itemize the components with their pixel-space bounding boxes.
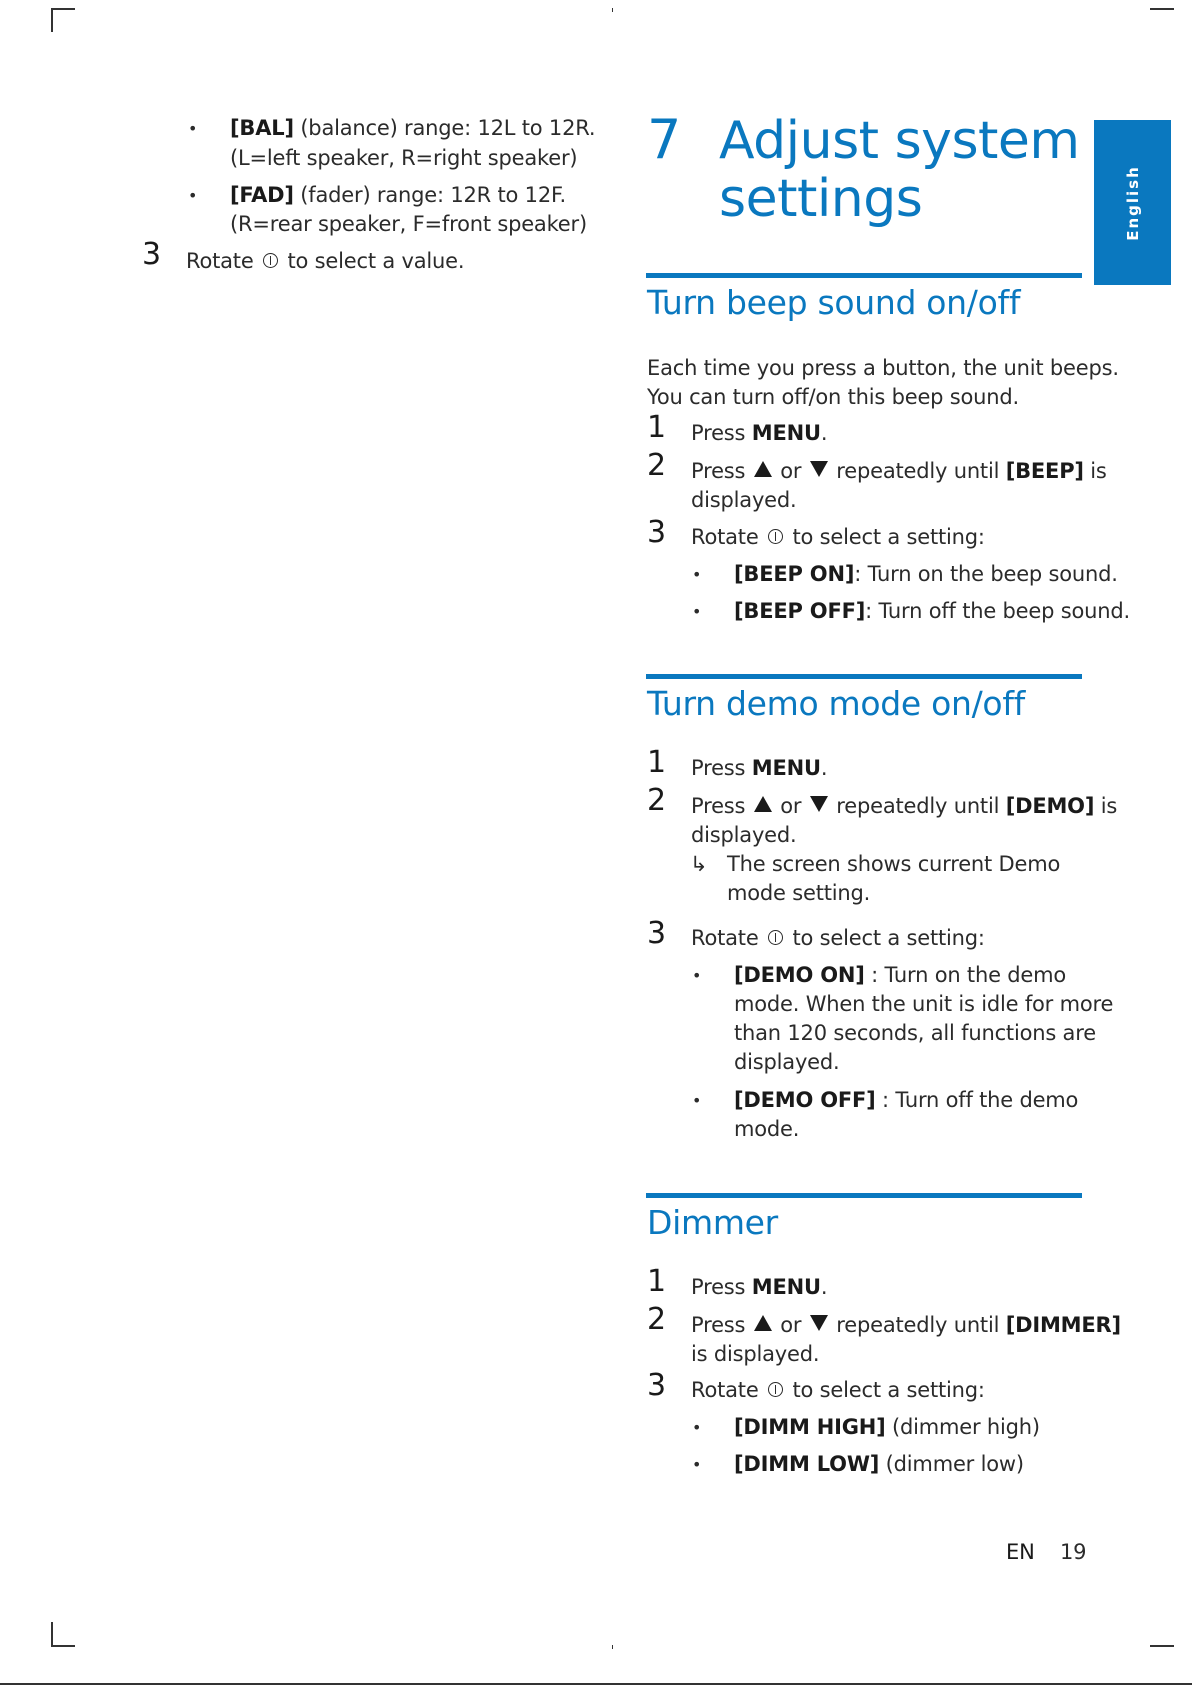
down-arrow-icon (810, 1315, 828, 1331)
step-text: is (1083, 459, 1107, 483)
step-text: or (773, 459, 808, 483)
beep-step1 (691, 418, 827, 448)
bal-line2: (L=left speaker, R=right speaker) (230, 146, 578, 170)
demo-result-line2: mode setting. (727, 881, 871, 905)
demo-option-on-line4: displayed. (734, 1050, 840, 1074)
crop-mark-top-center (612, 8, 613, 12)
step-number: 1 (647, 1264, 667, 1299)
bullet: • (692, 966, 702, 985)
step-text: to select a setting: (786, 525, 985, 549)
language-tab-label: English (1123, 164, 1142, 241)
option-text: : Turn on the beep sound. (854, 562, 1118, 586)
bullet: • (692, 565, 702, 584)
beep-intro-line1: Each time you press a button, the unit beeps. (647, 356, 1119, 380)
option-text: : Turn on the demo (864, 963, 1067, 987)
bullet: • (188, 119, 198, 138)
demo-step1 (691, 753, 827, 783)
option-text: : Turn off the demo (875, 1088, 1079, 1112)
page-bottom-edge (0, 1683, 1192, 1685)
language-tab (1094, 120, 1171, 285)
step-number: 3 (647, 916, 667, 951)
bullet: • (188, 186, 198, 205)
option-text: (dimmer low) (879, 1452, 1024, 1476)
section-rule (646, 1193, 1082, 1198)
bal-key: [BAL] (230, 116, 294, 140)
bal-text: (balance) range: 12L to 12R. (293, 116, 596, 140)
crop-mark-bottom-left-v (51, 1622, 53, 1646)
step-text: . (820, 1275, 828, 1299)
down-arrow-icon (810, 796, 828, 812)
beep-intro-line2: You can turn off/on this beep sound. (647, 385, 1019, 409)
section-rule (646, 273, 1082, 278)
step-text: Press (691, 1275, 752, 1299)
option-key: [BEEP ON] (734, 562, 855, 586)
option-key: [DIMM LOW] (734, 1452, 880, 1476)
rotary-knob-icon (768, 529, 783, 544)
step-text: repeatedly until (829, 794, 1006, 818)
step-text: Press (691, 756, 752, 780)
bullet: • (692, 1418, 702, 1437)
fad-text: (fader) range: 12R to 12F. (293, 183, 566, 207)
bullet: • (692, 1455, 702, 1474)
step-text: Rotate (691, 525, 766, 549)
step-number: 1 (647, 745, 667, 780)
step-number: 2 (647, 448, 667, 483)
step-text: Rotate (691, 926, 766, 950)
step-text: to select a value. (281, 249, 465, 273)
demo-option-off (734, 1085, 1078, 1115)
setting-key: [BEEP] (1005, 459, 1084, 483)
bullet: • (692, 1091, 702, 1110)
setting-key: [DIMMER] (1005, 1313, 1121, 1337)
dimmer-option-high (734, 1412, 1040, 1442)
dimmer-step2-line2: is displayed. (691, 1342, 820, 1366)
step-text: repeatedly until (829, 459, 1006, 483)
rotary-knob-icon (768, 1382, 783, 1397)
crop-mark-bottom-left-h (51, 1645, 75, 1647)
step-text: Press (691, 459, 752, 483)
dimmer-step2 (691, 1310, 1121, 1340)
dimmer-step3 (691, 1375, 985, 1405)
step-text: Press (691, 794, 752, 818)
beep-step2-line2: displayed. (691, 488, 797, 512)
option-key: [BEEP OFF] (734, 599, 866, 623)
crop-mark-bottom-center (612, 1645, 613, 1649)
step-text: . (820, 421, 828, 445)
step-text: repeatedly until (829, 1313, 1006, 1337)
step-text: or (773, 1313, 808, 1337)
footer-lang: EN (1006, 1540, 1035, 1564)
chapter-title-line2: settings (719, 169, 923, 229)
crop-mark-top-right-h (1150, 8, 1174, 10)
menu-key: MENU (751, 1275, 821, 1299)
demo-step2-line2: displayed. (691, 823, 797, 847)
up-arrow-icon (754, 796, 772, 812)
demo-result-line1: The screen shows current Demo (727, 852, 1061, 876)
chapter-number: 7 (647, 108, 682, 171)
beep-step3 (691, 522, 985, 552)
option-key: [DEMO ON] (734, 963, 865, 987)
step-number: 2 (647, 783, 667, 818)
dimmer-step1 (691, 1272, 827, 1302)
beep-step2 (691, 456, 1107, 486)
menu-key: MENU (751, 421, 821, 445)
rotary-knob-icon (768, 930, 783, 945)
demo-option-on (734, 960, 1066, 990)
step-text: Press (691, 421, 752, 445)
demo-option-on-line3: than 120 seconds, all functions are (734, 1021, 1096, 1045)
step-text: to select a setting: (786, 926, 985, 950)
beep-option-off (734, 596, 1130, 626)
up-arrow-icon (754, 461, 772, 477)
bal-item (230, 113, 595, 143)
step-text: or (773, 794, 808, 818)
beep-option-on (734, 559, 1118, 589)
demo-option-off-line2: mode. (734, 1117, 800, 1141)
step-text: . (820, 756, 828, 780)
step-number: 1 (647, 410, 667, 445)
page-number: 19 (1060, 1540, 1087, 1564)
demo-step2 (691, 791, 1117, 821)
setting-key: [DEMO] (1005, 794, 1095, 818)
section-heading-demo: Turn demo mode on/off (647, 684, 1025, 723)
section-heading-beep: Turn beep sound on/off (647, 283, 1021, 322)
menu-key: MENU (751, 756, 821, 780)
step-number: 3 (647, 1368, 667, 1403)
demo-step3 (691, 923, 985, 953)
result-arrow-icon: ↳ (690, 852, 708, 876)
left-step3 (186, 246, 464, 276)
section-rule (646, 674, 1082, 679)
step-text: is (1094, 794, 1118, 818)
crop-mark-top-left-v (51, 8, 53, 32)
demo-option-on-line2: mode. When the unit is idle for more (734, 992, 1114, 1016)
step-number: 2 (647, 1302, 667, 1337)
option-text: (dimmer high) (885, 1415, 1040, 1439)
step-text: to select a setting: (786, 1378, 985, 1402)
step-text: Press (691, 1313, 752, 1337)
option-key: [DIMM HIGH] (734, 1415, 886, 1439)
down-arrow-icon (810, 461, 828, 477)
rotary-knob-icon (263, 253, 278, 268)
crop-mark-bottom-right-h (1150, 1645, 1174, 1647)
step-text: Rotate (186, 249, 261, 273)
up-arrow-icon (754, 1315, 772, 1331)
option-key: [DEMO OFF] (734, 1088, 876, 1112)
fad-key: [FAD] (230, 183, 294, 207)
dimmer-option-low (734, 1449, 1024, 1479)
crop-mark-top-left-h (51, 8, 75, 10)
fad-line2: (R=rear speaker, F=front speaker) (230, 212, 587, 236)
step-number: 3 (142, 237, 162, 272)
step-number: 3 (647, 515, 667, 550)
step-text: Rotate (691, 1378, 766, 1402)
section-heading-dimmer: Dimmer (647, 1203, 778, 1242)
bullet: • (692, 602, 702, 621)
fad-item (230, 180, 566, 210)
chapter-title-line1: Adjust system (719, 111, 1080, 171)
option-text: : Turn off the beep sound. (865, 599, 1130, 623)
